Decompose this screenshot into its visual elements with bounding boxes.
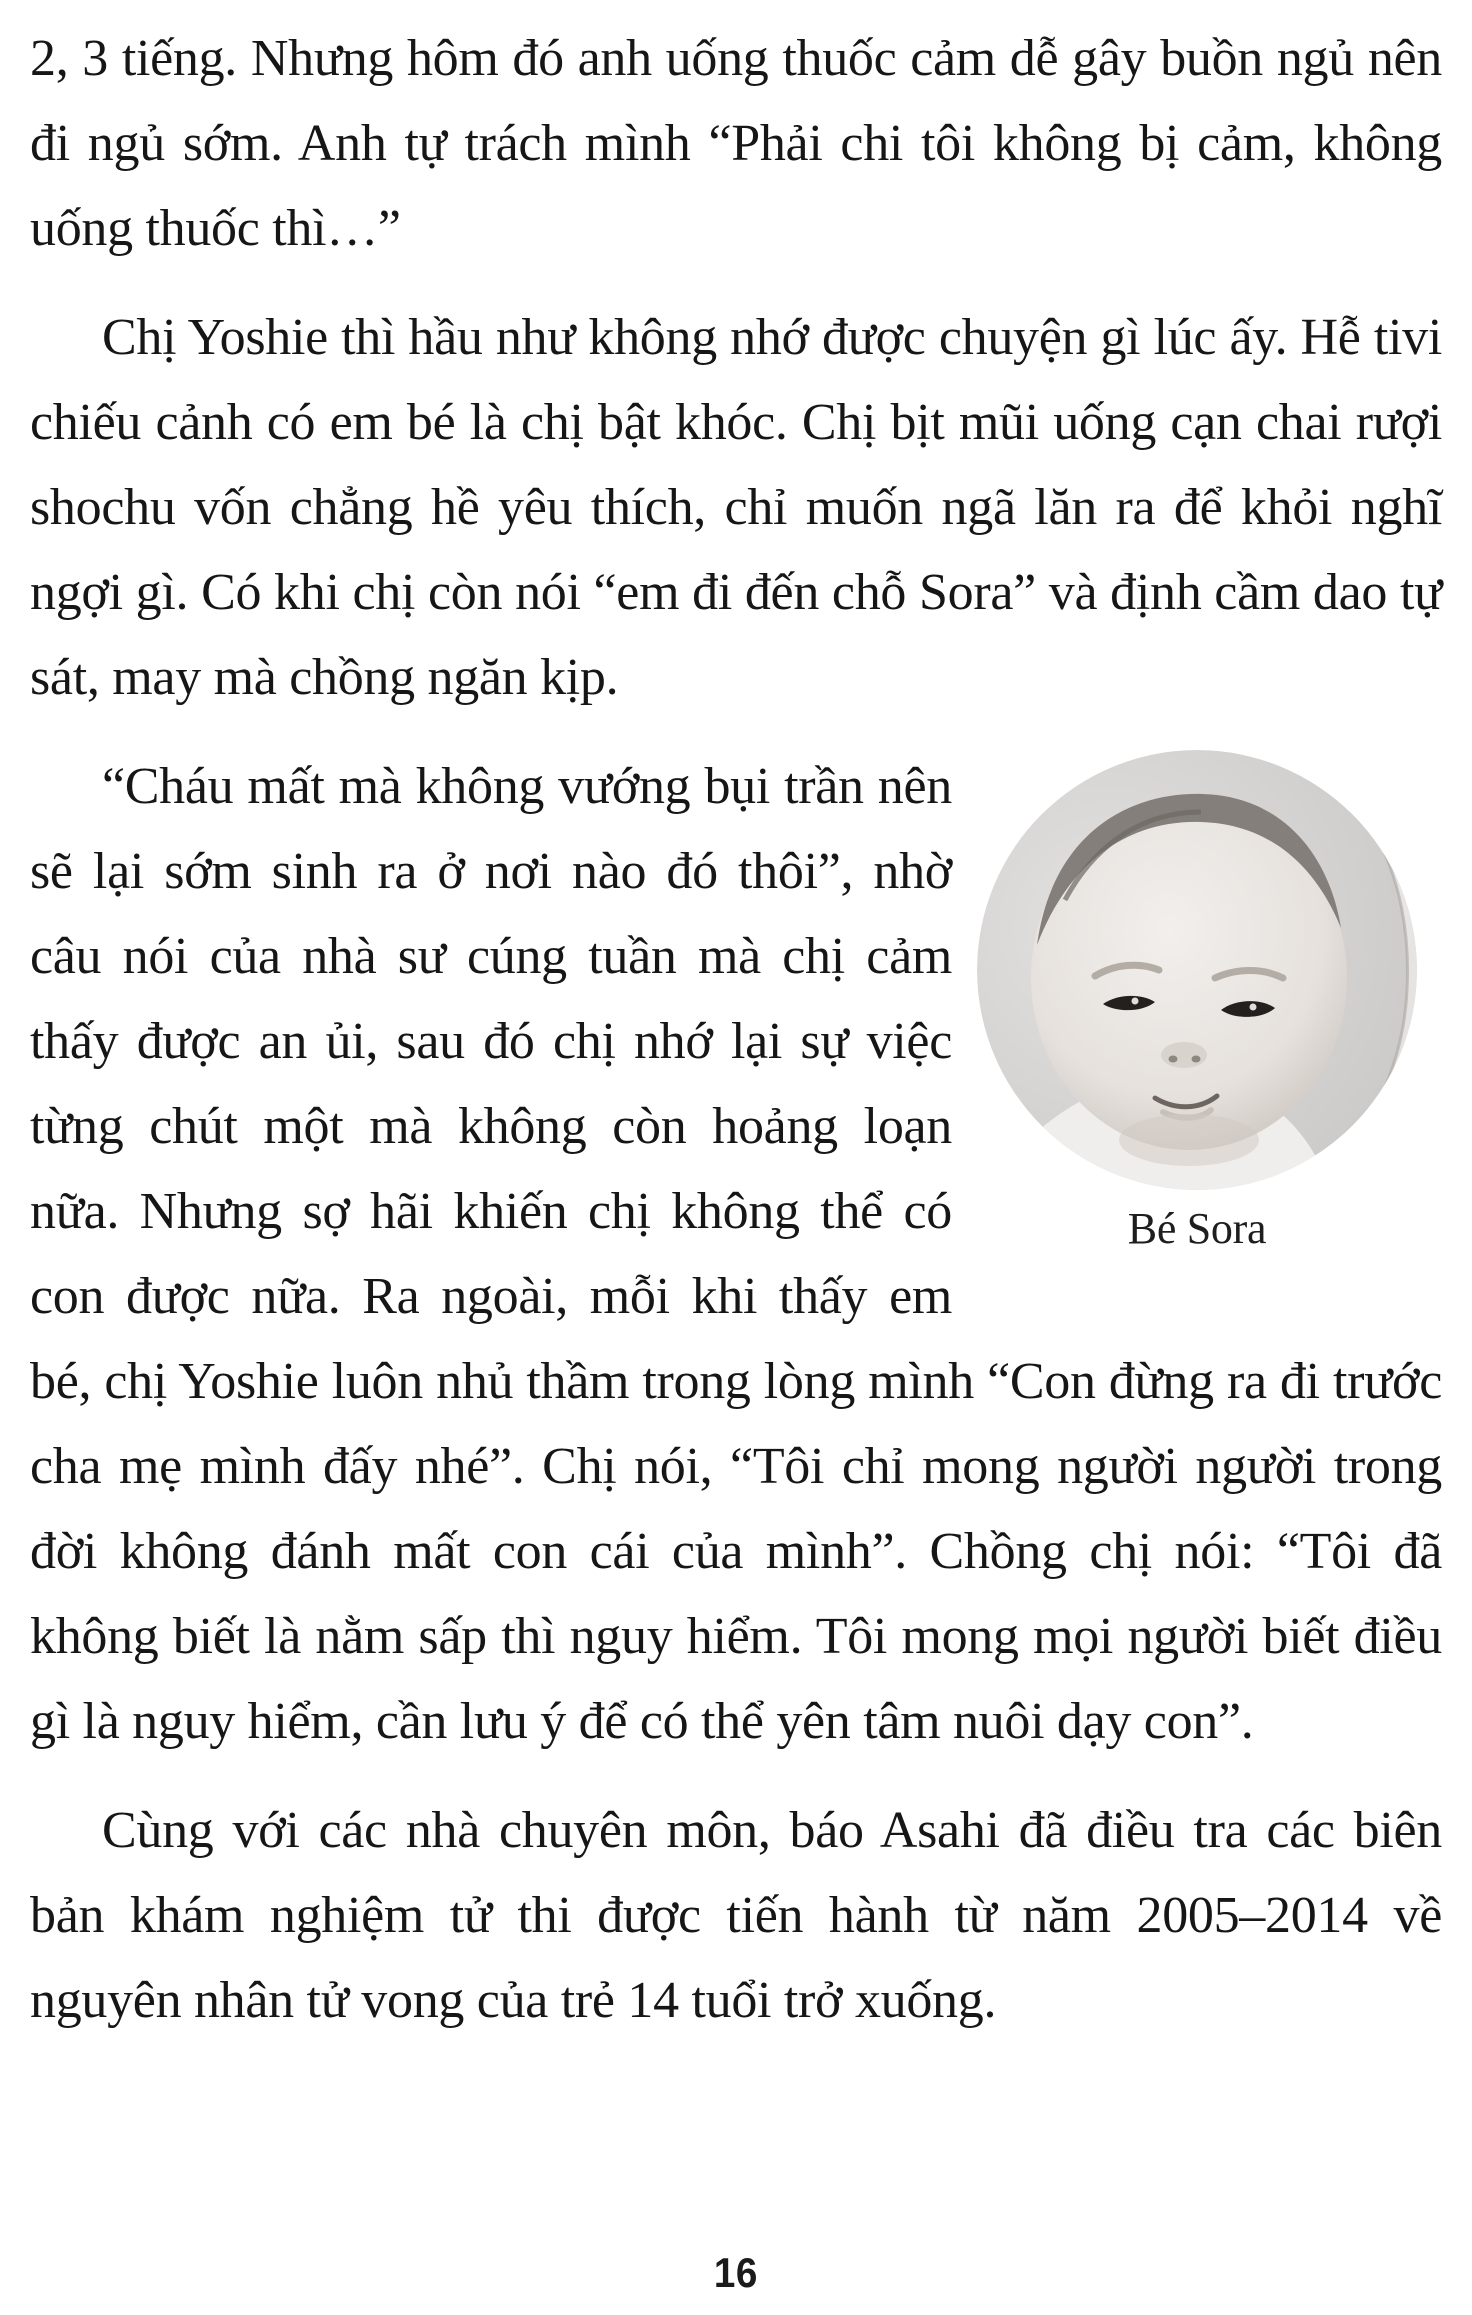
page-footer — [30, 2249, 1442, 2301]
paragraph-1: 2, 3 tiếng. Nhưng hôm đó anh uống thuốc cảm dễ gây buồn ngủ nên đi ngủ sớm. Anh tự trách mình “Phải chi tôi không bị cảm, không uống thuốc thì…” — [30, 30, 1442, 257]
page-content — [30, 16, 1442, 2067]
paragraph-3: “Cháu mất mà không vướng bụi trần nên sẽ lại sớm sinh ra ở nơi nào đó thôi”, nhờ câu nói của nhà sư cúng tuần mà chị cảm thấy được an ủi, sau đó chị nhớ lại sự việc từng chút một mà không còn hoảng loạn nữa. Nhưng sợ hãi khiến chị không thể có con được nữa. Ra ngoài, mỗi khi thấy em bé, chị Yoshie luôn nhủ thầm trong lòng mình “Con đừng ra đi trước cha mẹ mình đấy nhé”. Chị nói, “Tôi chỉ mong người người trong đời không đánh mất con cái của mình”. Chồng chị nói: “Tôi đã không biết là nằm sấp thì nguy hiểm. Tôi mong mọi người biết điều gì là nguy hiểm, cần lưu ý để có thể yên tâm nuôi dạy con”. — [30, 758, 1442, 1750]
photo-caption: Bé Sora — [1127, 1204, 1267, 1253]
paragraph-3-with-figure — [30, 744, 1442, 1764]
baby-face-illustration — [977, 750, 1417, 1190]
baby-photo-figure — [952, 750, 1442, 1254]
paragraph-2: Chị Yoshie thì hầu như không nhớ được chuyện gì lúc ấy. Hễ tivi chiếu cảnh có em bé là chị bật khóc. Chị bịt mũi uống cạn chai rượi shochu vốn chẳng hề yêu thích, chỉ muốn ngã lăn ra để khỏi nghĩ ngợi gì. Có khi chị còn nói “em đi đến chỗ Sora” và định cầm dao tự sát, may mà chồng ngăn kịp. — [30, 309, 1442, 706]
page-number: 16 — [714, 2249, 758, 2296]
baby-photo — [977, 750, 1417, 1190]
paragraph-4: Cùng với các nhà chuyên môn, báo Asahi đã điều tra các biên bản khám nghiệm tử thi được tiến hành từ năm 2005–2014 về nguyên nhân tử vong của trẻ 14 tuổi trở xuống. — [30, 1802, 1442, 2029]
